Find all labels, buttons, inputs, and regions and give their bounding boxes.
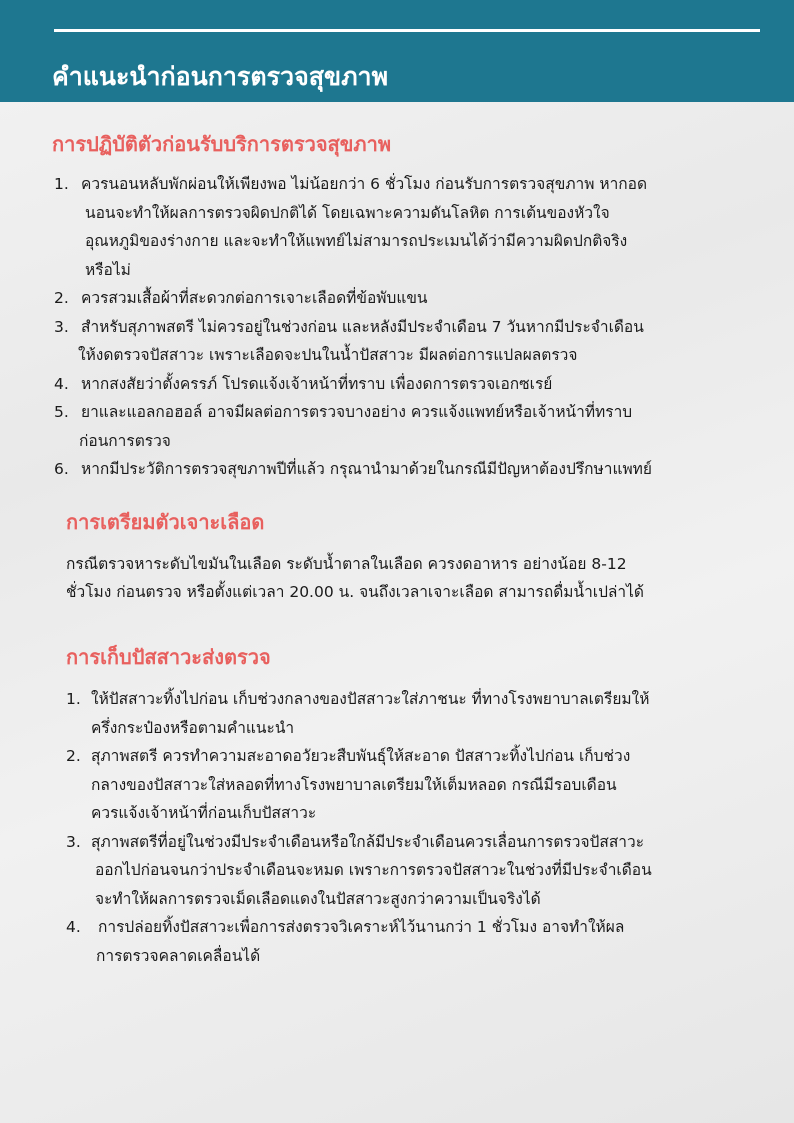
list-item [66, 913, 766, 970]
list-item [54, 398, 774, 455]
list-item-line: หากสงสัยว่าตั้งครรภ์ โปรดแจ้งเจ้าหน้าที่ทราบ เพื่องดการตรวจเอกซเรย์ [81, 374, 553, 393]
header-banner [0, 0, 794, 102]
list-item-line: ควรสวมเสื้อผ้าที่สะดวกต่อการเจาะเลือดที่ข้อพับแขน [81, 289, 428, 307]
section-title-pre-checkup: การปฏิบัติตัวก่อนรับบริการตรวจสุขภาพ [52, 132, 392, 156]
list-number: 1. [54, 175, 69, 193]
list-number: 3. [66, 832, 81, 851]
list-item-line: นอนจะทำให้ผลการตรวจผิดปกติได้ โดยเฉพาะความดันโลหิต การเต้นของหัวใจ [85, 203, 610, 222]
list-item-line: ควรนอนหลับพักผ่อนให้เพียงพอ ไม่น้อยกว่า 6 ชั่วโมง ก่อนรับการตรวจสุขภาพ หากอด [81, 175, 648, 193]
list-item-line: ควรแจ้งเจ้าหน้าที่ก่อนเก็บปัสสาวะ [91, 804, 317, 822]
page-title: คำแนะนำก่อนการตรวจสุขภาพ [52, 62, 389, 91]
list-item-line: ครึ่งกระป๋องหรือตามคำแนะนำ [91, 718, 295, 737]
list-item [66, 685, 766, 742]
list-item [54, 370, 774, 399]
list-number: 5. [54, 403, 69, 421]
list-item [66, 742, 766, 828]
list-number: 4. [54, 374, 69, 393]
list-item-line: การปล่อยทิ้งปัสสาวะเพื่อการส่งตรวจวิเคราะห์ไว้นานกว่า 1 ชั่วโมง อาจทำให้ผล [98, 918, 625, 936]
list-item-line: หากมีประวัติการตรวจสุขภาพปีที่แล้ว กรุณานำมาด้วยในกรณีมีปัญหาต้องปรึกษาแพทย์ [81, 460, 652, 478]
urine-collection-list [66, 685, 766, 970]
section-title-urine: การเก็บปัสสาวะส่งตรวจ [66, 645, 271, 669]
list-item [54, 284, 774, 313]
section-title-blood-draw: การเตรียมตัวเจาะเลือด [66, 510, 265, 534]
list-item-line: การตรวจคลาดเคลื่อนได้ [96, 946, 261, 965]
list-item-line: สุภาพสตรีที่อยู่ในช่วงมีประจำเดือนหรือใกล้มีประจำเดือนควรเลื่อนการตรวจปัสสาวะ [91, 832, 645, 851]
list-number: 6. [54, 460, 69, 478]
list-number: 2. [54, 289, 69, 307]
list-item [54, 313, 774, 370]
list-item [66, 828, 766, 914]
pre-checkup-list [54, 170, 774, 484]
list-number: 3. [54, 317, 69, 336]
list-item-line: ให้งดตรวจปัสสาวะ เพราะเลือดจะปนในน้ำปัสสาวะ มีผลต่อการแปลผลตรวจ [78, 346, 578, 364]
list-item-line: ยาและแอลกอฮอล์ อาจมีผลต่อการตรวจบางอย่าง ควรแจ้งแพทย์หรือเจ้าหน้าที่ทราบ [81, 403, 633, 421]
list-item-line: อุณหภูมิของร่างกาย และจะทำให้แพทย์ไม่สามารถประเมนได้ว่ามีความผิดปกติจริง [85, 232, 628, 250]
list-item-line: หรือไม่ [85, 260, 131, 279]
list-item-line: สำหรับสุภาพสตรี ไม่ควรอยู่ในช่วงก่อน และหลังมีประจำเดือน 7 วันหากมีประจำเดือน [81, 317, 644, 336]
list-number: 4. [66, 918, 81, 936]
list-number: 2. [66, 747, 81, 765]
list-item-line: ให้ปัสสาวะทิ้งไปก่อน เก็บช่วงกลางของปัสสาวะใส่ภาชนะ ที่ทางโรงพยาบาลเตรียมให้ [91, 690, 650, 708]
list-item-line: ก่อนการตรวจ [79, 431, 171, 450]
header-divider [54, 29, 760, 32]
blood-draw-instructions [66, 550, 766, 606]
list-item-line: ออกไปก่อนจนกว่าประจำเดือนจะหมด เพราะการตรวจปัสสาวะในช่วงที่มีประจำเดือน [95, 861, 652, 879]
list-item-line: สุภาพสตรี ควรทำความสะอาดอวัยวะสืบพันธุ์ให้สะอาด ปัสสาวะทิ้งไปก่อน เก็บช่วง [91, 747, 631, 765]
paragraph-line: ชั่วโมง ก่อนตรวจ หรือตั้งแต่เวลา 20.00 น. จนถึงเวลาเจาะเลือด สามารถดื่มน้ำเปล่าได้ [66, 583, 644, 601]
list-item-line: จะทำให้ผลการตรวจเม็ดเลือดแดงในปัสสาวะสูงกว่าความเป็นจริงได้ [95, 889, 541, 908]
list-item-line: กลางของปัสสาวะใส่หลอดที่ทางโรงพยาบาลเตรียมให้เต็มหลอด กรณีมีรอบเดือน [91, 775, 617, 794]
list-item [54, 170, 774, 284]
list-number: 1. [66, 690, 81, 708]
paragraph-line: กรณีตรวจหาระดับไขมันในเลือด ระดับน้ำตาลในเลือด ควรงดอาหาร อย่างน้อย 8-12 [66, 555, 627, 573]
list-item [54, 455, 774, 484]
